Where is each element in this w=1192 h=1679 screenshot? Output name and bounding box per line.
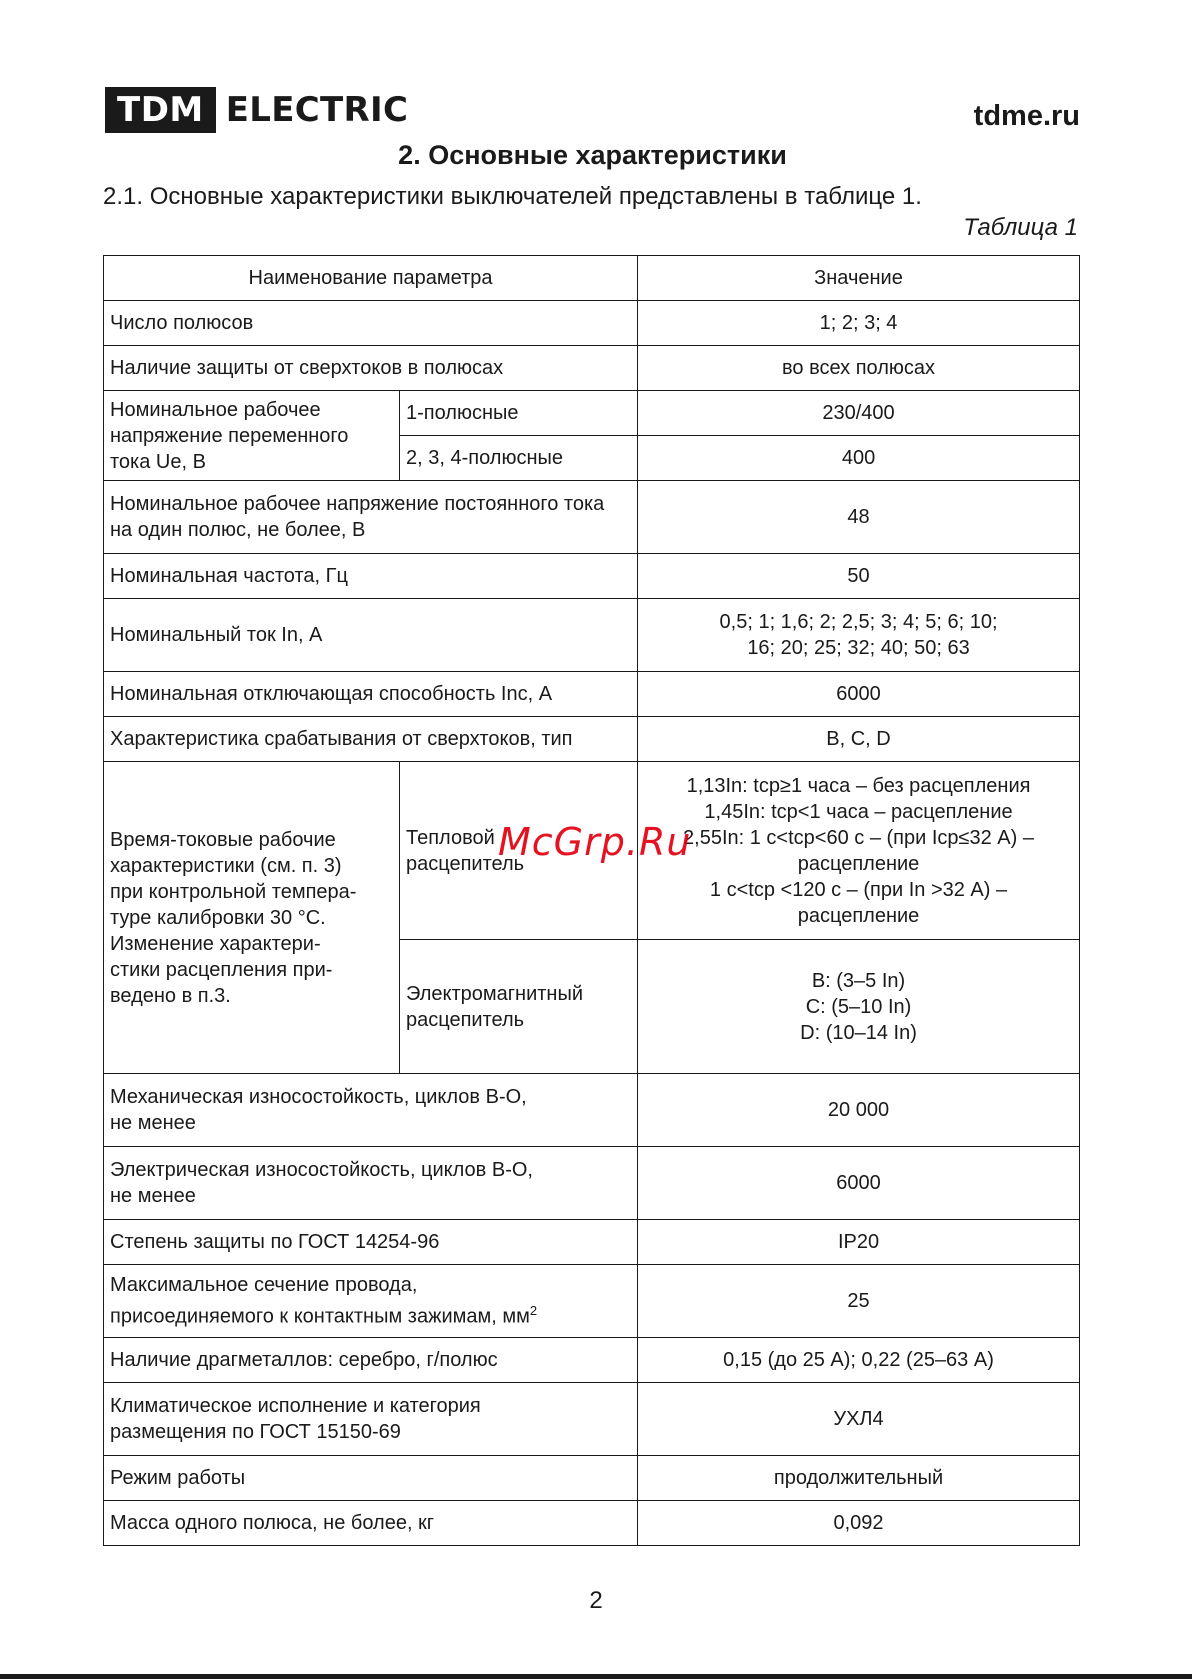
superscript: 2 bbox=[529, 1303, 538, 1319]
label-line: характеристики (см. п. 3) bbox=[110, 854, 342, 877]
row-value: 230/400 bbox=[638, 391, 1080, 436]
row-label bbox=[104, 1383, 638, 1456]
watermark: McGrp.Ru bbox=[498, 820, 692, 864]
table-row bbox=[104, 1338, 1080, 1383]
bottom-divider bbox=[0, 1674, 1192, 1679]
label-line: расцепитель bbox=[406, 852, 525, 875]
row-label: Наличие защиты от сверхтоков в полюсах bbox=[104, 346, 638, 391]
label-line: не менее bbox=[110, 1185, 196, 1207]
row-value: B, C, D bbox=[638, 717, 1080, 762]
label-line: Максимальное сечение провода, bbox=[110, 1274, 418, 1297]
label-line: размещения по ГОСТ 15150-69 bbox=[110, 1421, 401, 1443]
row-label: Номинальная отключающая способность Inc, А bbox=[104, 672, 638, 717]
row-value: IP20 bbox=[638, 1220, 1080, 1265]
value-line: 1 с<tср <120 с – (при In >32 А) – bbox=[709, 878, 1008, 901]
specs-table bbox=[103, 255, 1080, 1546]
label-line: туре калибровки 30 °C. bbox=[110, 906, 326, 929]
label-line: Климатическое исполнение и категория bbox=[110, 1395, 481, 1417]
table-row bbox=[104, 1456, 1080, 1501]
table-row bbox=[104, 554, 1080, 599]
row-label bbox=[104, 1074, 638, 1147]
label-line: при контрольной темпера- bbox=[110, 880, 357, 903]
table-row bbox=[104, 346, 1080, 391]
value-line: 0,5; 1; 1,6; 2; 2,5; 3; 4; 5; 6; 10; bbox=[719, 611, 998, 633]
row-value: 400 bbox=[638, 436, 1080, 481]
value-line: C: (5–10 In) bbox=[805, 995, 912, 1018]
value-line: 1,13In: tср≥1 часа – без расцепления bbox=[686, 774, 1031, 797]
logo-box: TDM bbox=[105, 87, 216, 133]
section-title: 2. Основные характеристики bbox=[398, 140, 787, 170]
table-row bbox=[104, 1501, 1080, 1546]
row-label: Номинальное рабочее напряжение переменного тока Ue, В bbox=[104, 391, 400, 481]
logo-word: ELECTRIC bbox=[225, 90, 409, 130]
row-value bbox=[638, 940, 1080, 1074]
site-url[interactable]: tdme.ru bbox=[973, 100, 1080, 132]
value-line: 16; 20; 25; 32; 40; 50; 63 bbox=[747, 637, 970, 659]
row-value: 20 000 bbox=[638, 1074, 1080, 1147]
row-label: Номинальный ток In, А bbox=[104, 599, 638, 672]
table-row bbox=[104, 1383, 1080, 1456]
row-value: 50 bbox=[638, 554, 1080, 599]
brand-logo bbox=[105, 87, 408, 133]
label-line: Электромагнитный bbox=[406, 982, 584, 1005]
row-value: 6000 bbox=[638, 1147, 1080, 1220]
label-line: Механическая износостойкость, циклов В-О, bbox=[110, 1086, 527, 1108]
table-header-row bbox=[104, 256, 1080, 301]
intro-text: 2.1. Основные характеристики выключателей представлены в таблице 1. bbox=[103, 183, 922, 210]
row-value: 0,092 bbox=[638, 1501, 1080, 1546]
row-label: Номинальная частота, Гц bbox=[104, 554, 638, 599]
row-label: Номинальное рабочее напряжение постоянного тока на один полюс, не более, В bbox=[104, 481, 638, 554]
header-value: Значение bbox=[638, 256, 1080, 301]
row-label bbox=[104, 1147, 638, 1220]
row-value: УХЛ4 bbox=[638, 1383, 1080, 1456]
table-row bbox=[104, 1220, 1080, 1265]
row-label bbox=[104, 1265, 638, 1338]
page-number: 2 bbox=[589, 1587, 603, 1614]
value-line: расцепление bbox=[797, 852, 920, 875]
label-line: Электрическая износостойкость, циклов В-О, bbox=[110, 1159, 533, 1181]
row-sublabel: 2, 3, 4-полюсные bbox=[400, 436, 638, 481]
table-row bbox=[104, 301, 1080, 346]
table-row bbox=[104, 1147, 1080, 1220]
row-label: Число полюсов bbox=[104, 301, 638, 346]
value-line: 2,55In: 1 с<tср<60 с – (при Iср≤32 А) – bbox=[683, 826, 1034, 849]
value-line: расцепление bbox=[797, 904, 920, 927]
row-value: во всех полюсах bbox=[638, 346, 1080, 391]
value-line: D: (10–14 In) bbox=[800, 1021, 917, 1044]
label-line: присоединяемого к контактным зажимам, мм bbox=[110, 1305, 530, 1328]
label-line: Изменение характери- bbox=[110, 932, 321, 955]
label-line: Время-токовые рабочие bbox=[110, 828, 336, 851]
label-line: Тепловой bbox=[406, 826, 495, 849]
row-value: 0,15 (до 25 А); 0,22 (25–63 А) bbox=[638, 1338, 1080, 1383]
row-value: 25 bbox=[638, 1265, 1080, 1338]
row-sublabel: 1-полюсные bbox=[400, 391, 638, 436]
value-line: 1,45In: tср<1 часа – расцепление bbox=[704, 800, 1013, 823]
table-row bbox=[104, 717, 1080, 762]
table-row bbox=[104, 1074, 1080, 1147]
row-value: продолжительный bbox=[638, 1456, 1080, 1501]
label-line: расцепитель bbox=[406, 1008, 525, 1031]
row-label: Режим работы bbox=[104, 1456, 638, 1501]
label-line: не менее bbox=[110, 1112, 196, 1134]
table-row bbox=[104, 391, 1080, 436]
table-row bbox=[104, 672, 1080, 717]
table-caption: Таблица 1 bbox=[963, 214, 1078, 241]
row-value: 6000 bbox=[638, 672, 1080, 717]
row-label: Наличие драгметаллов: серебро, г/полюс bbox=[104, 1338, 638, 1383]
row-value bbox=[638, 599, 1080, 672]
row-sublabel bbox=[400, 940, 638, 1074]
row-value: 48 bbox=[638, 481, 1080, 554]
label-line: ведено в п.3. bbox=[110, 984, 231, 1007]
row-label bbox=[104, 762, 400, 1074]
row-label: Характеристика срабатывания от сверхтоков, тип bbox=[104, 717, 638, 762]
table-row bbox=[104, 481, 1080, 554]
row-label: Масса одного полюса, не более, кг bbox=[104, 1501, 638, 1546]
row-value: 1; 2; 3; 4 bbox=[638, 301, 1080, 346]
value-line: B: (3–5 In) bbox=[811, 969, 906, 992]
table-row bbox=[104, 599, 1080, 672]
table-row bbox=[104, 1265, 1080, 1338]
row-label: Степень защиты по ГОСТ 14254-96 bbox=[104, 1220, 638, 1265]
row-value bbox=[638, 762, 1080, 940]
label-line: стики расцепления при- bbox=[110, 958, 333, 981]
header-param: Наименование параметра bbox=[104, 256, 638, 301]
